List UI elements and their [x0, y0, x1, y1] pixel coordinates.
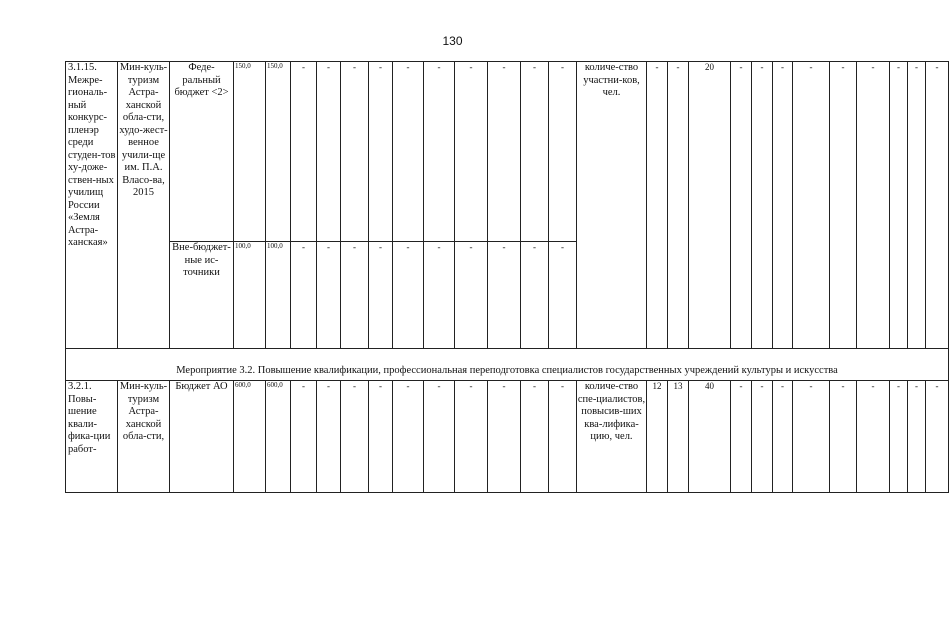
indicator-value: -: [793, 381, 830, 493]
indicator-value: -: [857, 381, 890, 493]
dash-cell: -: [369, 381, 393, 493]
dash-cell: -: [521, 62, 549, 242]
indicator-value: 13: [668, 381, 689, 493]
dash-cell: -: [549, 381, 577, 493]
indicator-value: -: [830, 62, 857, 349]
dash-cell: -: [488, 62, 521, 242]
dash-cell: -: [393, 381, 424, 493]
measure-code-3-2-1: 3.2.1. Повы-шение квали-фика-ции работ-: [66, 381, 118, 493]
indicator-value: -: [668, 62, 689, 349]
indicator-participants: количе-ство участни-ков, чел.: [577, 62, 647, 349]
dash-cell: -: [393, 242, 424, 349]
total-regional: 600,0: [234, 381, 266, 493]
dash-cell: -: [369, 242, 393, 349]
dash-cell: -: [521, 242, 549, 349]
executor-3-1-15: Мин-куль-туризм Астра-ханской обла-сти, худо-жест-венное учили-ще им. П.А. Власо-ва, 2015: [118, 62, 170, 349]
indicator-value: -: [890, 381, 908, 493]
funding-source-extrabudget: Вне-бюджет-ные ис-точники: [170, 242, 234, 349]
dash-cell: -: [317, 242, 341, 349]
total-extrabudget: 100,0: [234, 242, 266, 349]
dash-cell: -: [341, 62, 369, 242]
year-regional: 600,0: [266, 381, 291, 493]
indicator-value: -: [647, 62, 668, 349]
indicator-value: -: [857, 62, 890, 349]
program-table: [65, 61, 949, 493]
page-number: 130: [442, 34, 463, 48]
indicator-value: -: [830, 381, 857, 493]
total-federal: 150,0: [234, 62, 266, 242]
dash-cell: -: [317, 62, 341, 242]
year-extrabudget: 100,0: [266, 242, 291, 349]
indicator-value: -: [793, 62, 830, 349]
measure-code-3-1-15: 3.1.15. Межре-гиональ-ный конкурс-пленэр среди студен-тов ху-доже-ствен-ных училищ России «Земля Астра-ханская»: [66, 62, 118, 349]
dash-cell: -: [455, 242, 488, 349]
indicator-value: -: [731, 62, 752, 349]
dash-cell: -: [291, 242, 317, 349]
dash-cell: -: [424, 381, 455, 493]
indicator-value: -: [908, 62, 926, 349]
indicator-value: -: [731, 381, 752, 493]
dash-cell: -: [455, 381, 488, 493]
dash-cell: -: [393, 62, 424, 242]
dash-cell: -: [369, 62, 393, 242]
dash-cell: -: [424, 242, 455, 349]
indicator-value: -: [773, 381, 793, 493]
dash-cell: -: [549, 242, 577, 349]
year-federal: 150,0: [266, 62, 291, 242]
dash-cell: -: [317, 381, 341, 493]
indicator-value: -: [752, 381, 773, 493]
indicator-value: -: [752, 62, 773, 349]
dash-cell: -: [488, 381, 521, 493]
section-heading-3-2: Мероприятие 3.2. Повышение квалификации, профессиональная переподготовка специалистов государственных учреждений культуры и искусства: [66, 349, 949, 381]
indicator-value: 20: [689, 62, 731, 349]
funding-source-federal: Феде-ральный бюджет <2>: [170, 62, 234, 242]
dash-cell: -: [424, 62, 455, 242]
dash-cell: -: [455, 62, 488, 242]
indicator-value: -: [926, 381, 949, 493]
indicator-value: 12: [647, 381, 668, 493]
dash-cell: -: [291, 381, 317, 493]
indicator-value: -: [773, 62, 793, 349]
indicator-value: 40: [689, 381, 731, 493]
dash-cell: -: [488, 242, 521, 349]
indicator-specialists: количе-ство спе-циалистов, повысив-ших ква-лифика-цию, чел.: [577, 381, 647, 493]
dash-cell: -: [549, 62, 577, 242]
indicator-value: -: [926, 62, 949, 349]
executor-3-2-1: Мин-куль-туризм Астра-ханской обла-сти,: [118, 381, 170, 493]
indicator-value: -: [890, 62, 908, 349]
funding-source-regional: Бюджет АО: [170, 381, 234, 493]
dash-cell: -: [521, 381, 549, 493]
dash-cell: -: [291, 62, 317, 242]
dash-cell: -: [341, 242, 369, 349]
dash-cell: -: [341, 381, 369, 493]
indicator-value: -: [908, 381, 926, 493]
